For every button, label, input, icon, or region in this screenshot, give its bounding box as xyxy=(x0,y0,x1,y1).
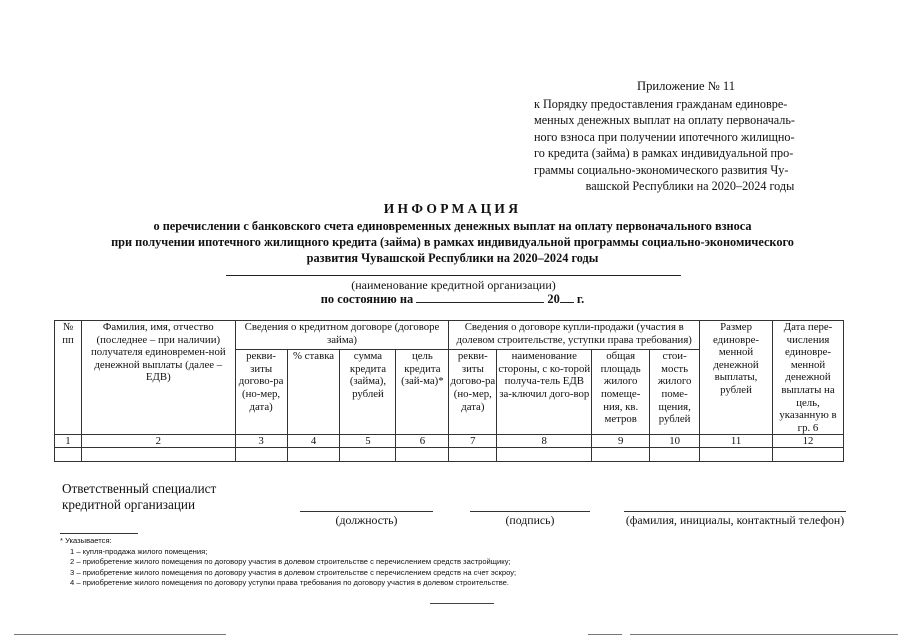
table-cell[interactable] xyxy=(287,448,340,462)
header-recipient: Фамилия, имя, отчество (последнее – при наличии) получателя единовремен-ной денежной выплаты (далее – ЕДВ) xyxy=(81,321,235,435)
header-num: № пп xyxy=(55,321,82,435)
header-loan-details: рекви-зиты догово-ра (но-мер, дата) xyxy=(235,350,287,435)
header-loan-sum: сумма кредита (займа), рублей xyxy=(340,350,396,435)
header-loan-group: Сведения о кредитном договоре (договоре займа) xyxy=(235,321,449,350)
column-number: 10 xyxy=(650,435,700,448)
annex-line: граммы социально-экономического развития Чу- xyxy=(534,162,789,177)
column-number: 4 xyxy=(287,435,340,448)
end-divider xyxy=(430,603,494,604)
position-caption: (должность) xyxy=(335,513,398,527)
heading-line: при получении ипотечного жилищного кредита (займа) в рамках индивидуальной программы социально-экономического xyxy=(111,235,794,249)
year-blank[interactable] xyxy=(560,291,574,303)
info-table xyxy=(54,320,844,462)
footnote-item: 1 – купля-продажа жилого помещения; xyxy=(70,546,208,556)
name-line[interactable] xyxy=(624,511,846,512)
table-cell[interactable] xyxy=(340,448,396,462)
column-number: 5 xyxy=(340,435,396,448)
page-edge-line xyxy=(588,634,622,635)
annex-line: вашской Республики на 2020–2024 годы xyxy=(585,179,795,193)
column-number: 11 xyxy=(700,435,773,448)
table-cell[interactable] xyxy=(235,448,287,462)
signature-line[interactable] xyxy=(470,511,590,512)
table-row[interactable] xyxy=(55,448,844,462)
column-number: 8 xyxy=(497,435,592,448)
as-of-date xyxy=(0,291,905,307)
document-heading xyxy=(0,200,905,266)
footnote-item: 3 – приобретение жилого помещения по договору участия в долевом строительстве с перечислением средств на счет эскроу; xyxy=(70,567,517,577)
responsible-line: Ответственный специалист xyxy=(62,481,217,496)
name-caption: (фамилия, инициалы, контактный телефон) xyxy=(625,513,845,527)
responsible-specialist xyxy=(62,481,216,513)
annex-line: к Порядку предоставления гражданам единовре- xyxy=(534,96,788,111)
column-number: 12 xyxy=(772,435,843,448)
table-cell[interactable] xyxy=(700,448,773,462)
header-sale-details: рекви-зиты догово-ра (но-мер, дата) xyxy=(449,350,497,435)
page-edge-line xyxy=(630,634,898,635)
year-prefix: 20 xyxy=(547,292,560,306)
header-sale-area: общая площадь жилого помеще-ния, кв. метров xyxy=(592,350,650,435)
footnote-item: 2 – приобретение жилого помещения по договору участия в долевом строительстве с перечислением средств застройщику; xyxy=(70,557,511,566)
table-cell[interactable] xyxy=(592,448,650,462)
annex-line: менных денежных выплат на оплату первоначаль- xyxy=(534,113,795,127)
table-cell[interactable] xyxy=(55,448,82,462)
table-cell[interactable] xyxy=(449,448,497,462)
table-cell[interactable] xyxy=(497,448,592,462)
column-number: 6 xyxy=(396,435,449,448)
page-edge-line xyxy=(14,634,226,635)
footnote-divider xyxy=(60,533,138,534)
column-number: 9 xyxy=(592,435,650,448)
footnote-item: 4 – приобретение жилого помещения по договору уступки права требования по договору участия в долевом строительстве. xyxy=(70,578,510,587)
position-line[interactable] xyxy=(300,511,433,512)
org-name-caption: (наименование кредитной организации) xyxy=(351,278,556,292)
date-blank[interactable] xyxy=(416,291,544,303)
document-title: ИНФОРМАЦИЯ xyxy=(383,201,522,216)
heading-line: о перечислении с банковского счета единовременных денежных выплат на оплату первоначального взноса xyxy=(153,219,752,233)
annex-title: Приложение № 11 xyxy=(637,79,736,93)
table-cell[interactable] xyxy=(396,448,449,462)
annex-line: ного взноса при получении ипотечного жилищно- xyxy=(534,129,795,144)
annex-line: го кредита (займа) в рамках индивидуальной про- xyxy=(534,146,794,160)
footnotes xyxy=(60,536,516,589)
header-payment-amount: Размер единовре-менной денежной выплаты, рублей xyxy=(700,321,773,435)
column-number: 7 xyxy=(449,435,497,448)
year-suffix: г. xyxy=(576,292,585,306)
column-number: 3 xyxy=(235,435,287,448)
annex-text xyxy=(534,96,846,195)
header-transfer-date: Дата пере-числения единовре-менной денежной выплаты на цель, указанную в гр. 6 xyxy=(772,321,843,435)
header-sale-cost: стои-мость жилого поме-щения, рублей xyxy=(650,350,700,435)
column-number: 1 xyxy=(55,435,82,448)
annex-block xyxy=(534,78,846,195)
responsible-line: кредитной организации xyxy=(62,497,196,512)
heading-line: развития Чувашской Республики на 2020–2024 годы xyxy=(306,251,599,265)
header-loan-rate: % ставка xyxy=(287,350,340,435)
column-number: 2 xyxy=(81,435,235,448)
header-loan-purpose: цель кредита (зай-ма)* xyxy=(396,350,449,435)
signature-caption: (подпись) xyxy=(505,513,555,527)
footnote-head: * Указывается: xyxy=(60,536,112,545)
table-cell[interactable] xyxy=(650,448,700,462)
table-cell[interactable] xyxy=(81,448,235,462)
column-number-row xyxy=(55,435,844,448)
table-cell[interactable] xyxy=(772,448,843,462)
header-sale-group: Сведения о договоре купли-продажи (участия в долевом строительстве, уступки права требования) xyxy=(449,321,700,350)
header-sale-party: наименование стороны, с ко-торой получа-тель ЕДВ за-ключил дого-вор xyxy=(497,350,592,435)
as-of-label: по состоянию на xyxy=(320,292,414,306)
org-name-line[interactable] xyxy=(226,275,681,276)
